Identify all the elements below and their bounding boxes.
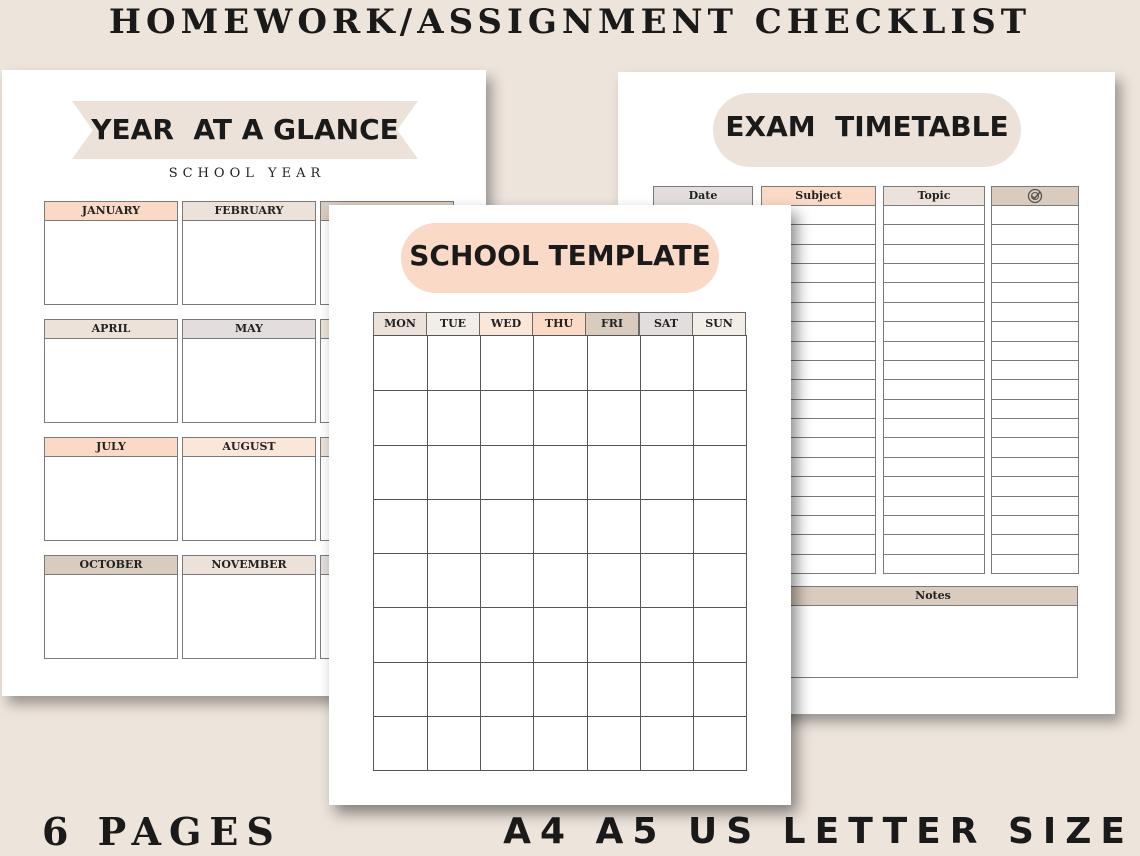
- month-box-october: [44, 555, 178, 659]
- month-box-may: [182, 319, 316, 423]
- month-header: FEBRUARY: [183, 202, 315, 221]
- ruled-line: [884, 321, 984, 322]
- ruled-line: [992, 476, 1078, 477]
- column-header-subject: Subject: [761, 186, 876, 206]
- ruled-line: [884, 379, 984, 380]
- month-header: MAY: [183, 320, 315, 339]
- column-header-date: Date: [653, 186, 753, 206]
- month-header: AUGUST: [183, 438, 315, 457]
- month-box-july: [44, 437, 178, 541]
- day-header-sun: SUN: [692, 312, 746, 336]
- ruled-line: [992, 437, 1078, 438]
- month-box-february: [182, 201, 316, 305]
- ruled-line: [884, 282, 984, 283]
- month-box-august: [182, 437, 316, 541]
- month-header: JULY: [45, 438, 177, 457]
- day-header-mon: MON: [373, 312, 427, 336]
- grid-row-line: [374, 716, 746, 717]
- ruled-line: [992, 534, 1078, 535]
- month-header: APRIL: [45, 320, 177, 339]
- ruled-line: [992, 496, 1078, 497]
- ruled-line: [992, 515, 1078, 516]
- school-template-page: [329, 205, 791, 805]
- column-header-topic: Topic: [883, 186, 985, 206]
- day-header-fri: FRI: [585, 312, 639, 336]
- exam-page-title: EXAM TIMETABLE: [713, 93, 1021, 167]
- month-header: OCTOBER: [45, 556, 177, 575]
- ruled-line: [992, 282, 1078, 283]
- year-page-title: YEAR AT A GLANCE: [91, 113, 399, 146]
- ruled-line: [992, 399, 1078, 400]
- ruled-line: [992, 302, 1078, 303]
- headline: HOMEWORK/ASSIGNMENT CHECKLIST: [108, 2, 1032, 42]
- ruled-line: [884, 476, 984, 477]
- ruled-line: [992, 224, 1078, 225]
- month-header: JANUARY: [45, 202, 177, 221]
- ruled-line: [884, 496, 984, 497]
- ruled-line: [884, 534, 984, 535]
- size-options-label: A4 A5 US LETTER SIZE: [503, 811, 1134, 852]
- school-page-title: SCHOOL TEMPLATE: [401, 223, 719, 293]
- ruled-line: [992, 379, 1078, 380]
- ruled-line: [884, 302, 984, 303]
- year-page-subtitle: SCHOOL YEAR: [168, 166, 326, 181]
- done-column: [991, 205, 1079, 574]
- grid-row-line: [374, 662, 746, 663]
- grid-row-line: [374, 499, 746, 500]
- month-header: NOVEMBER: [183, 556, 315, 575]
- ruled-line: [884, 418, 984, 419]
- page-count-label: 6 PAGES: [42, 809, 282, 854]
- topic-column: [883, 205, 985, 574]
- ruled-line: [884, 457, 984, 458]
- ruled-line: [992, 341, 1078, 342]
- ruled-line: [992, 418, 1078, 419]
- grid-row-line: [374, 390, 746, 391]
- ruled-line: [884, 515, 984, 516]
- ruled-line: [884, 244, 984, 245]
- notes-header: Notes: [788, 586, 1078, 606]
- target-check-icon: [1027, 188, 1043, 204]
- month-box-april: [44, 319, 178, 423]
- ruled-line: [884, 224, 984, 225]
- ruled-line: [884, 399, 984, 400]
- day-header-thu: THU: [532, 312, 586, 336]
- column-header-done: [991, 186, 1079, 206]
- grid-row-line: [374, 553, 746, 554]
- ruled-line: [884, 263, 984, 264]
- calendar-grid: [373, 335, 747, 771]
- day-header-tue: TUE: [426, 312, 480, 336]
- day-header-sat: SAT: [639, 312, 693, 336]
- ruled-line: [884, 360, 984, 361]
- ruled-line: [992, 554, 1078, 555]
- month-box-november: [182, 555, 316, 659]
- grid-row-line: [374, 445, 746, 446]
- ruled-line: [992, 321, 1078, 322]
- grid-row-line: [374, 607, 746, 608]
- ruled-line: [992, 263, 1078, 264]
- month-box-january: [44, 201, 178, 305]
- notes-box: [788, 605, 1078, 678]
- day-header-wed: WED: [479, 312, 533, 336]
- ruled-line: [992, 244, 1078, 245]
- ruled-line: [884, 341, 984, 342]
- ruled-line: [992, 360, 1078, 361]
- ruled-line: [992, 457, 1078, 458]
- ruled-line: [884, 437, 984, 438]
- ruled-line: [884, 554, 984, 555]
